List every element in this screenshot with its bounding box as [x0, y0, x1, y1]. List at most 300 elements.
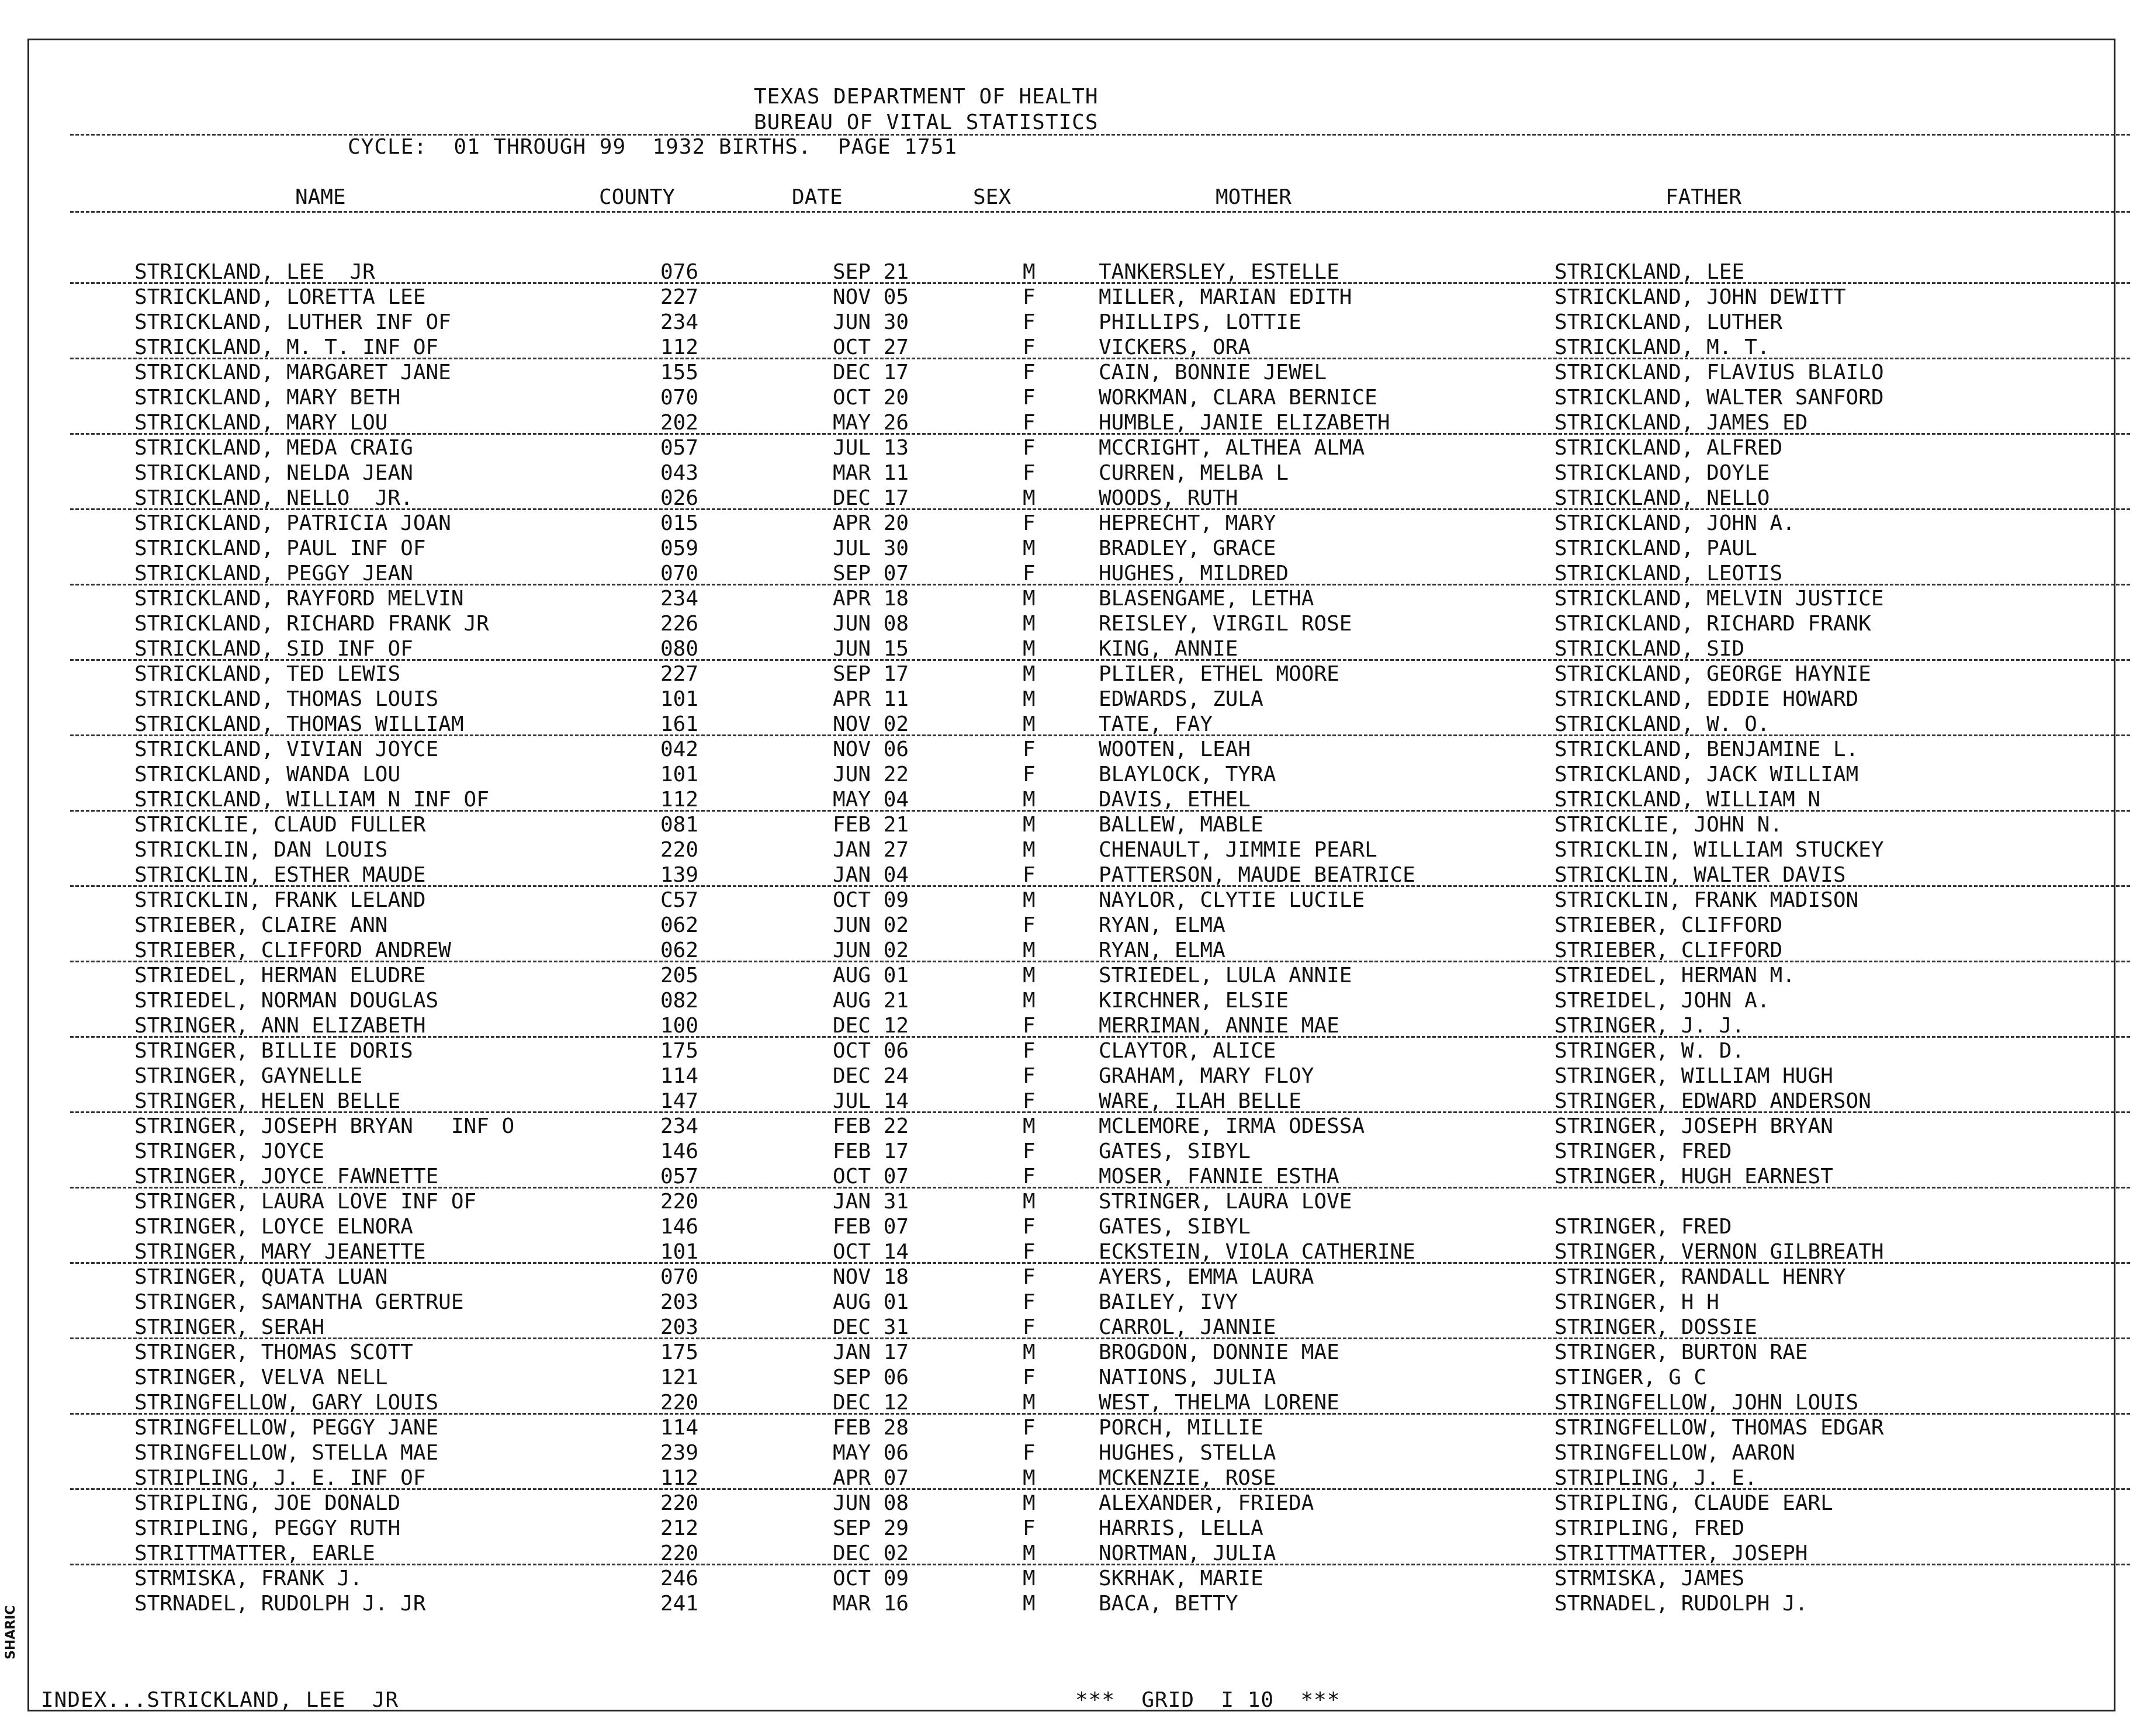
- cell-mother: PATTERSON, MAUDE BEATRICE: [1099, 863, 1415, 887]
- cell-father: STRICKLAND, JOHN DEWITT: [1554, 285, 1846, 309]
- table-row: [29, 1064, 2117, 1089]
- row-group-rule: [70, 1488, 2130, 1490]
- cell-date: NOV 18: [833, 1265, 909, 1289]
- cell-father: STRNADEL, RUDOLPH J.: [1554, 1592, 1808, 1616]
- column-header-date: DATE: [792, 185, 843, 209]
- cell-father: STRICKLAND, BENJAMINE L.: [1554, 737, 1859, 761]
- cell-name: STRICKLAND, THOMAS WILLIAM: [134, 712, 464, 736]
- cell-sex: F: [1023, 562, 1036, 585]
- cell-date: SEP 17: [833, 662, 909, 686]
- cell-mother: PORCH, MILLIE: [1099, 1416, 1263, 1440]
- cell-sex: M: [1023, 1466, 1036, 1490]
- cell-county: 070: [660, 386, 699, 410]
- cell-father: STRICKLAND, NELLO: [1554, 486, 1770, 510]
- cell-sex: F: [1023, 386, 1036, 410]
- cell-sex: M: [1023, 662, 1036, 686]
- cell-mother: CLAYTOR, ALICE: [1099, 1039, 1276, 1063]
- cell-father: STRINGER, FRED: [1554, 1139, 1732, 1163]
- cell-county: 203: [660, 1290, 699, 1314]
- cell-date: AUG 01: [833, 1290, 909, 1314]
- cell-county: 202: [660, 411, 699, 435]
- cell-date: MAR 11: [833, 461, 909, 485]
- cell-sex: F: [1023, 1416, 1036, 1440]
- cell-date: MAY 06: [833, 1441, 909, 1465]
- table-row: [29, 1290, 2117, 1315]
- cell-mother: SKRHAK, MARIE: [1099, 1567, 1263, 1591]
- cell-name: STRINGER, SERAH: [134, 1315, 325, 1339]
- cell-sex: M: [1023, 1491, 1036, 1515]
- cell-county: 220: [660, 1491, 699, 1515]
- cell-date: APR 20: [833, 511, 909, 535]
- table-row: [29, 712, 2117, 737]
- cell-father: STRICKLAND, DOYLE: [1554, 461, 1770, 485]
- bureau-title: BUREAU OF VITAL STATISTICS: [754, 110, 1099, 134]
- cell-county: 062: [660, 938, 699, 962]
- cell-mother: PLILER, ETHEL MOORE: [1099, 662, 1339, 686]
- table-row: [29, 1089, 2117, 1114]
- cell-county: 114: [660, 1416, 699, 1440]
- cell-father: STRICKLAND, FLAVIUS BLAILO: [1554, 361, 1884, 384]
- cell-date: JUN 02: [833, 938, 909, 962]
- cell-sex: F: [1023, 436, 1036, 460]
- cell-sex: F: [1023, 1516, 1036, 1540]
- cell-name: STRIPLING, PEGGY RUTH: [134, 1516, 401, 1540]
- cell-father: STRINGFELLOW, AARON: [1554, 1441, 1795, 1465]
- cell-name: STRINGER, VELVA NELL: [134, 1366, 388, 1390]
- cell-mother: WOODS, RUTH: [1099, 486, 1238, 510]
- cell-date: JUN 08: [833, 612, 909, 636]
- cell-name: STRINGER, BILLIE DORIS: [134, 1039, 413, 1063]
- cell-county: 220: [660, 838, 699, 862]
- cell-name: STRITTMATTER, EARLE: [134, 1541, 375, 1565]
- cell-sex: F: [1023, 411, 1036, 435]
- table-row: [29, 310, 2117, 335]
- cell-date: JAN 17: [833, 1340, 909, 1364]
- cell-county: 121: [660, 1366, 699, 1390]
- cell-date: DEC 12: [833, 1014, 909, 1038]
- cell-name: STRICKLIN, ESTHER MAUDE: [134, 863, 426, 887]
- cell-father: STRICKLAND, GEORGE HAYNIE: [1554, 662, 1871, 686]
- cell-mother: NAYLOR, CLYTIE LUCILE: [1099, 888, 1365, 912]
- agency-title: TEXAS DEPARTMENT OF HEALTH: [754, 85, 1099, 109]
- column-header-name: NAME: [295, 185, 346, 209]
- cell-date: SEP 29: [833, 1516, 909, 1540]
- table-row: [29, 386, 2117, 411]
- cell-name: STRICKLAND, RICHARD FRANK JR: [134, 612, 489, 636]
- cell-date: OCT 09: [833, 1567, 909, 1591]
- cell-name: STRICKLAND, WILLIAM N INF OF: [134, 788, 489, 812]
- cell-father: STRICKLAND, EDDIE HOWARD: [1554, 687, 1859, 711]
- cell-date: DEC 24: [833, 1064, 909, 1088]
- cell-mother: DAVIS, ETHEL: [1099, 788, 1251, 812]
- cell-father: STRITTMATTER, JOSEPH: [1554, 1541, 1808, 1565]
- cell-mother: MCKENZIE, ROSE: [1099, 1466, 1276, 1490]
- cell-mother: WEST, THELMA LORENE: [1099, 1391, 1339, 1415]
- table-row: [29, 863, 2117, 888]
- cell-county: 015: [660, 511, 699, 535]
- cell-name: STRINGER, JOSEPH BRYAN INF O: [134, 1114, 515, 1138]
- cell-father: STRICKLAND, PAUL: [1554, 536, 1757, 560]
- cell-county: 220: [660, 1541, 699, 1565]
- table-row: [29, 1240, 2117, 1265]
- cell-date: NOV 02: [833, 712, 909, 736]
- cell-sex: M: [1023, 536, 1036, 560]
- cell-name: STRINGER, JOYCE: [134, 1139, 325, 1163]
- cell-date: JAN 31: [833, 1190, 909, 1214]
- cell-sex: M: [1023, 1114, 1036, 1138]
- row-group-rule: [70, 1262, 2130, 1264]
- table-row: [29, 1416, 2117, 1441]
- cell-county: 112: [660, 788, 699, 812]
- cell-name: STRIEBER, CLIFFORD ANDREW: [134, 938, 451, 962]
- cell-date: OCT 27: [833, 335, 909, 359]
- table-row: [29, 913, 2117, 938]
- cell-date: FEB 17: [833, 1139, 909, 1163]
- cell-name: STRINGER, THOMAS SCOTT: [134, 1340, 413, 1364]
- cell-father: STRICKLAND, MELVIN JUSTICE: [1554, 587, 1884, 611]
- cell-father: STRINGER, W. D.: [1554, 1039, 1745, 1063]
- table-row: [29, 612, 2117, 637]
- table-row: [29, 260, 2117, 285]
- cell-sex: M: [1023, 1391, 1036, 1415]
- cell-date: OCT 14: [833, 1240, 909, 1264]
- cell-mother: STRINGER, LAURA LOVE: [1099, 1190, 1352, 1214]
- cell-date: JUL 13: [833, 436, 909, 460]
- cell-county: 146: [660, 1215, 699, 1239]
- cell-sex: F: [1023, 335, 1036, 359]
- cell-county: 100: [660, 1014, 699, 1038]
- cell-mother: KIRCHNER, ELSIE: [1099, 989, 1289, 1013]
- cell-father: STRICKLAND, JAMES ED: [1554, 411, 1808, 435]
- cell-date: AUG 21: [833, 989, 909, 1013]
- cell-date: MAY 04: [833, 788, 909, 812]
- cell-father: STRICKLAND, LEE: [1554, 260, 1745, 284]
- cell-date: JUN 02: [833, 913, 909, 937]
- cell-sex: M: [1023, 1190, 1036, 1214]
- cell-sex: M: [1023, 260, 1036, 284]
- column-rule: [70, 211, 2130, 213]
- cell-father: STINGER, G C: [1554, 1366, 1707, 1390]
- cell-mother: BROGDON, DONNIE MAE: [1099, 1340, 1339, 1364]
- cell-sex: F: [1023, 1215, 1036, 1239]
- cell-mother: MCLEMORE, IRMA ODESSA: [1099, 1114, 1365, 1138]
- cell-father: STRINGER, JOSEPH BRYAN: [1554, 1114, 1833, 1138]
- table-row: [29, 562, 2117, 587]
- cell-date: SEP 07: [833, 562, 909, 585]
- cell-father: STRINGER, FRED: [1554, 1215, 1732, 1239]
- cell-sex: F: [1023, 1064, 1036, 1088]
- cell-sex: M: [1023, 637, 1036, 661]
- cell-county: 175: [660, 1039, 699, 1063]
- cell-mother: GATES, SIBYL: [1099, 1215, 1251, 1239]
- cell-sex: F: [1023, 763, 1036, 786]
- cell-sex: F: [1023, 285, 1036, 309]
- cell-date: OCT 07: [833, 1165, 909, 1188]
- cell-mother: HUGHES, MILDRED: [1099, 562, 1289, 585]
- cell-name: STRICKLIN, FRANK LELAND: [134, 888, 426, 912]
- table-row: [29, 763, 2117, 788]
- cell-date: JUL 30: [833, 536, 909, 560]
- cell-county: 112: [660, 1466, 699, 1490]
- cell-county: 203: [660, 1315, 699, 1339]
- cell-date: OCT 09: [833, 888, 909, 912]
- cell-mother: HUMBLE, JANIE ELIZABETH: [1099, 411, 1390, 435]
- table-row: [29, 587, 2117, 612]
- table-row: [29, 662, 2117, 687]
- cell-sex: M: [1023, 1340, 1036, 1364]
- table-row: [29, 486, 2117, 511]
- cell-sex: F: [1023, 1039, 1036, 1063]
- cell-father: STRICKLAND, W. O.: [1554, 712, 1770, 736]
- cell-father: STRICKLAND, M. T.: [1554, 335, 1770, 359]
- cell-date: JUN 15: [833, 637, 909, 661]
- cell-county: C57: [660, 888, 699, 912]
- table-row: [29, 637, 2117, 662]
- cell-county: 175: [660, 1340, 699, 1364]
- cell-date: JUN 22: [833, 763, 909, 786]
- table-row: [29, 1541, 2117, 1567]
- cell-mother: ECKSTEIN, VIOLA CATHERINE: [1099, 1240, 1415, 1264]
- table-row: [29, 1391, 2117, 1416]
- cell-name: STRICKLAND, TED LEWIS: [134, 662, 401, 686]
- cell-father: STRINGER, J. J.: [1554, 1014, 1745, 1038]
- cell-date: FEB 22: [833, 1114, 909, 1138]
- cell-father: STRICKLAND, WILLIAM N: [1554, 788, 1821, 812]
- table-row: [29, 813, 2117, 838]
- cell-sex: F: [1023, 1265, 1036, 1289]
- cell-father: STRIEBER, CLIFFORD: [1554, 938, 1783, 962]
- cell-sex: M: [1023, 587, 1036, 611]
- cell-name: STRICKLAND, LUTHER INF OF: [134, 310, 451, 334]
- cell-name: STRIEDEL, HERMAN ELUDRE: [134, 964, 426, 987]
- cell-county: 070: [660, 562, 699, 585]
- cell-name: STRINGER, ANN ELIZABETH: [134, 1014, 426, 1038]
- cell-sex: F: [1023, 1240, 1036, 1264]
- table-row: [29, 888, 2117, 913]
- cell-date: DEC 12: [833, 1391, 909, 1415]
- cell-sex: F: [1023, 1315, 1036, 1339]
- cell-father: STRICKLIN, WALTER DAVIS: [1554, 863, 1846, 887]
- table-row: [29, 1114, 2117, 1139]
- cell-sex: M: [1023, 788, 1036, 812]
- cell-sex: M: [1023, 486, 1036, 510]
- cell-mother: EDWARDS, ZULA: [1099, 687, 1263, 711]
- cell-date: APR 07: [833, 1466, 909, 1490]
- cell-mother: REISLEY, VIRGIL ROSE: [1099, 612, 1352, 636]
- side-stamp: SHARIC: [4, 1605, 18, 1659]
- cell-name: STRICKLIN, DAN LOUIS: [134, 838, 388, 862]
- cell-sex: F: [1023, 1290, 1036, 1314]
- row-group-rule: [70, 433, 2130, 435]
- cell-county: 220: [660, 1391, 699, 1415]
- document-frame: [27, 39, 2115, 1711]
- cell-date: SEP 21: [833, 260, 909, 284]
- cell-father: STRIPLING, FRED: [1554, 1516, 1745, 1540]
- cell-father: STRICKLIE, JOHN N.: [1554, 813, 1783, 837]
- row-group-rule: [70, 961, 2130, 962]
- table-row: [29, 1039, 2117, 1064]
- row-group-rule: [70, 885, 2130, 887]
- cell-father: STRICKLAND, JACK WILLIAM: [1554, 763, 1859, 786]
- row-group-rule: [70, 584, 2130, 585]
- cell-name: STRMISKA, FRANK J.: [134, 1567, 363, 1591]
- cell-date: JUL 14: [833, 1089, 909, 1113]
- grid-label: *** GRID I 10 ***: [1075, 1688, 1341, 1712]
- cell-county: 147: [660, 1089, 699, 1113]
- cell-name: STRINGER, MARY JEANETTE: [134, 1240, 426, 1264]
- cell-mother: BALLEW, MABLE: [1099, 813, 1263, 837]
- cell-mother: MOSER, FANNIE ESTHA: [1099, 1165, 1339, 1188]
- cell-father: STRICKLIN, FRANK MADISON: [1554, 888, 1859, 912]
- cell-mother: MCCRIGHT, ALTHEA ALMA: [1099, 436, 1365, 460]
- table-row: [29, 1139, 2117, 1165]
- row-group-rule: [70, 659, 2130, 661]
- cell-county: 112: [660, 335, 699, 359]
- cell-mother: TATE, FAY: [1099, 712, 1213, 736]
- row-group-rule: [70, 358, 2130, 359]
- cell-name: STRICKLAND, LEE JR: [134, 260, 375, 284]
- cell-mother: BLASENGAME, LETHA: [1099, 587, 1314, 611]
- cell-sex: M: [1023, 838, 1036, 862]
- cell-sex: M: [1023, 989, 1036, 1013]
- cell-name: STRNADEL, RUDOLPH J. JR: [134, 1592, 426, 1616]
- cell-county: 246: [660, 1567, 699, 1591]
- cell-mother: AYERS, EMMA LAURA: [1099, 1265, 1314, 1289]
- cell-county: 234: [660, 1114, 699, 1138]
- cell-sex: M: [1023, 687, 1036, 711]
- cell-name: STRINGER, GAYNELLE: [134, 1064, 363, 1088]
- cell-father: STRINGER, VERNON GILBREATH: [1554, 1240, 1884, 1264]
- cell-name: STRINGER, HELEN BELLE: [134, 1089, 401, 1113]
- cell-county: 101: [660, 687, 699, 711]
- cell-name: STRICKLIE, CLAUD FULLER: [134, 813, 426, 837]
- cell-mother: HUGHES, STELLA: [1099, 1441, 1276, 1465]
- cell-county: 101: [660, 1240, 699, 1264]
- cell-mother: NATIONS, JULIA: [1099, 1366, 1276, 1390]
- row-group-rule: [70, 1564, 2130, 1565]
- cell-mother: PHILLIPS, LOTTIE: [1099, 310, 1301, 334]
- cell-date: DEC 02: [833, 1541, 909, 1565]
- row-group-rule: [70, 810, 2130, 812]
- cell-father: STRINGER, WILLIAM HUGH: [1554, 1064, 1833, 1088]
- cell-mother: MERRIMAN, ANNIE MAE: [1099, 1014, 1339, 1038]
- cell-sex: F: [1023, 461, 1036, 485]
- cell-name: STRINGFELLOW, PEGGY JANE: [134, 1416, 439, 1440]
- cell-county: 114: [660, 1064, 699, 1088]
- table-row: [29, 1592, 2117, 1617]
- cell-mother: WARE, ILAH BELLE: [1099, 1089, 1301, 1113]
- cell-county: 155: [660, 361, 699, 384]
- cell-date: APR 18: [833, 587, 909, 611]
- cell-mother: WORKMAN, CLARA BERNICE: [1099, 386, 1377, 410]
- cell-sex: M: [1023, 712, 1036, 736]
- table-row: [29, 1441, 2117, 1466]
- cell-mother: VICKERS, ORA: [1099, 335, 1251, 359]
- column-header-father: FATHER: [1665, 185, 1742, 209]
- cell-sex: F: [1023, 1441, 1036, 1465]
- cell-father: STRICKLAND, JOHN A.: [1554, 511, 1795, 535]
- cell-mother: WOOTEN, LEAH: [1099, 737, 1251, 761]
- cell-county: 234: [660, 310, 699, 334]
- row-group-rule: [70, 1111, 2130, 1113]
- table-row: [29, 436, 2117, 461]
- cell-county: 227: [660, 285, 699, 309]
- cell-name: STRICKLAND, PAUL INF OF: [134, 536, 426, 560]
- column-header-sex: SEX: [973, 185, 1012, 209]
- cell-date: DEC 17: [833, 486, 909, 510]
- cell-county: 057: [660, 436, 699, 460]
- cell-name: STRIEDEL, NORMAN DOUGLAS: [134, 989, 439, 1013]
- cell-mother: BAILEY, IVY: [1099, 1290, 1238, 1314]
- cell-county: 059: [660, 536, 699, 560]
- cell-date: DEC 31: [833, 1315, 909, 1339]
- cell-mother: HARRIS, LELLA: [1099, 1516, 1263, 1540]
- cell-father: STRMISKA, JAMES: [1554, 1567, 1745, 1591]
- cell-father: STRICKLAND, ALFRED: [1554, 436, 1783, 460]
- column-header-mother: MOTHER: [1216, 185, 1292, 209]
- table-row: [29, 989, 2117, 1014]
- cell-name: STRINGER, QUATA LUAN: [134, 1265, 388, 1289]
- cell-name: STRICKLAND, LORETTA LEE: [134, 285, 426, 309]
- cycle-line: CYCLE: 01 THROUGH 99 1932 BIRTHS. PAGE 1751: [348, 135, 957, 159]
- table-row: [29, 687, 2117, 712]
- table-row: [29, 361, 2117, 386]
- cell-name: STRICKLAND, MARY LOU: [134, 411, 388, 435]
- cell-father: STRICKLIN, WILLIAM STUCKEY: [1554, 838, 1884, 862]
- cell-county: 043: [660, 461, 699, 485]
- cell-sex: F: [1023, 863, 1036, 887]
- table-row: [29, 511, 2117, 536]
- cell-date: JUN 08: [833, 1491, 909, 1515]
- cell-mother: HEPRECHT, MARY: [1099, 511, 1276, 535]
- cell-mother: GATES, SIBYL: [1099, 1139, 1251, 1163]
- cell-county: 146: [660, 1139, 699, 1163]
- cell-mother: BRADLEY, GRACE: [1099, 536, 1276, 560]
- cell-mother: STRIEDEL, LULA ANNIE: [1099, 964, 1352, 987]
- table-row: [29, 1165, 2117, 1190]
- cell-county: 026: [660, 486, 699, 510]
- cell-date: NOV 06: [833, 737, 909, 761]
- row-group-rule: [70, 1413, 2130, 1415]
- cell-mother: NORTMAN, JULIA: [1099, 1541, 1276, 1565]
- table-row: [29, 737, 2117, 763]
- cell-sex: F: [1023, 361, 1036, 384]
- cell-mother: TANKERSLEY, ESTELLE: [1099, 260, 1339, 284]
- cell-date: SEP 06: [833, 1366, 909, 1390]
- table-row: [29, 461, 2117, 486]
- cell-name: STRICKLAND, WANDA LOU: [134, 763, 401, 786]
- row-group-rule: [70, 1187, 2130, 1188]
- cell-father: STRINGER, EDWARD ANDERSON: [1554, 1089, 1871, 1113]
- cell-name: STRIPLING, JOE DONALD: [134, 1491, 401, 1515]
- cell-name: STRINGER, JOYCE FAWNETTE: [134, 1165, 439, 1188]
- cell-county: 220: [660, 1190, 699, 1214]
- cell-father: STRICKLAND, WALTER SANFORD: [1554, 386, 1884, 410]
- cell-name: STRIPLING, J. E. INF OF: [134, 1466, 426, 1490]
- cell-name: STRINGER, LOYCE ELNORA: [134, 1215, 413, 1239]
- cell-date: JAN 04: [833, 863, 909, 887]
- row-group-rule: [70, 1036, 2130, 1038]
- cell-county: 062: [660, 913, 699, 937]
- row-group-rule: [70, 282, 2130, 284]
- cell-date: FEB 21: [833, 813, 909, 837]
- cell-county: 212: [660, 1516, 699, 1540]
- cell-name: STRINGER, LAURA LOVE INF OF: [134, 1190, 477, 1214]
- cell-county: 161: [660, 712, 699, 736]
- cell-name: STRICKLAND, MEDA CRAIG: [134, 436, 413, 460]
- cell-sex: F: [1023, 1139, 1036, 1163]
- cell-county: 082: [660, 989, 699, 1013]
